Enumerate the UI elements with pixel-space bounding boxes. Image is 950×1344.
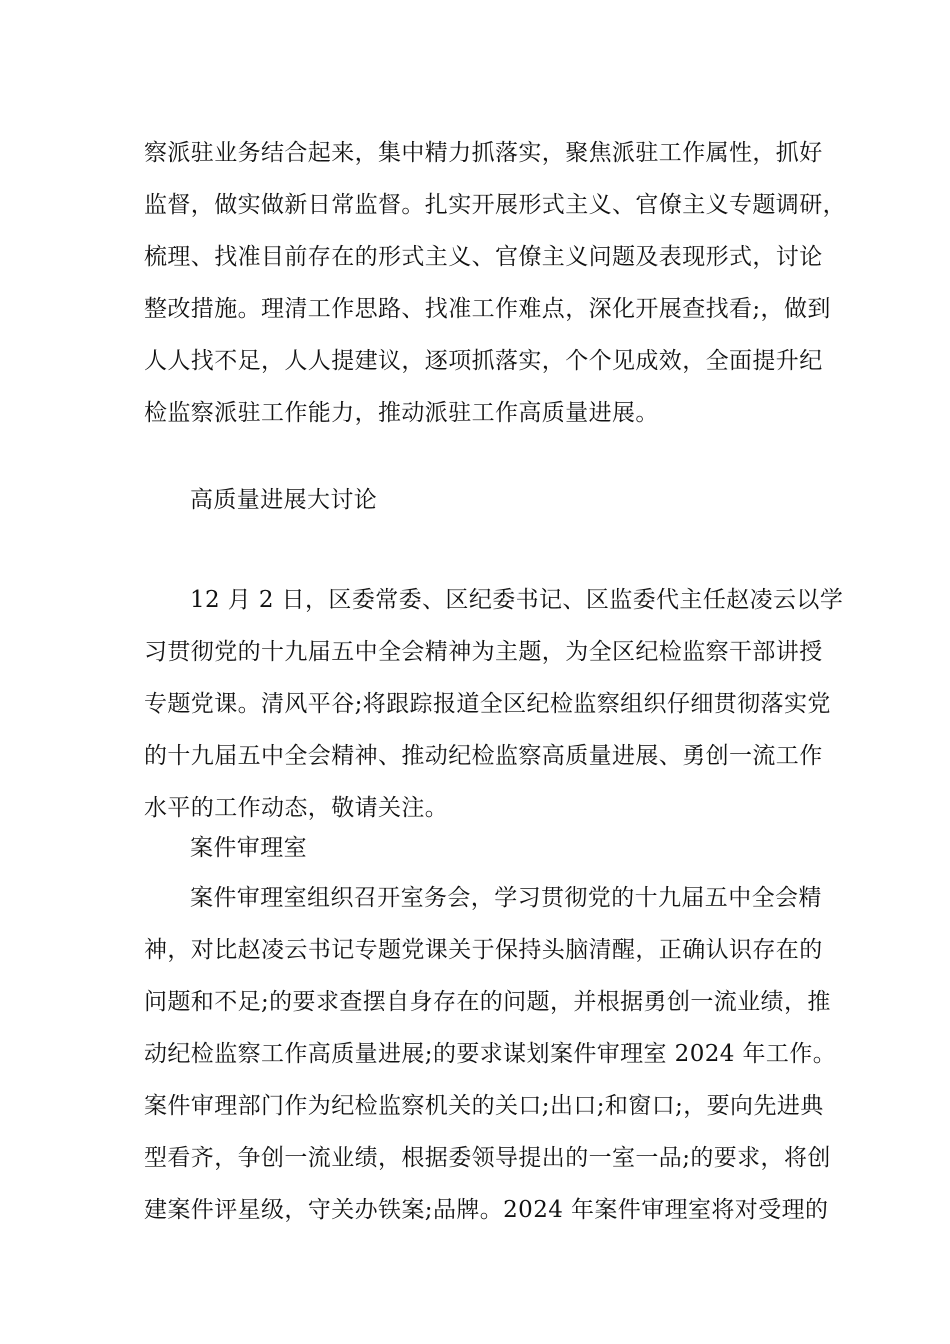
text-line: 12 月 2 日，区委常委、区纪委书记、区监委代主任赵凌云以学 (190, 587, 844, 613)
text-line: 型看齐，争创一流业绩，根据委领导提出的一室一品;的要求，将创 (144, 1145, 831, 1171)
text-line: 人人找不足，人人提建议，逐项抓落实，个个见成效，全面提升纪 (144, 348, 823, 374)
text-line: 梳理、找准目前存在的形式主义、官僚主义问题及表现形式，讨论 (144, 244, 823, 270)
text-line: 建案件评星级，守关办铁案;品牌。2024 年案件审理室将对受理的 (144, 1197, 829, 1223)
text-line: 习贯彻党的十九届五中全会精神为主题，为全区纪检监察干部讲授 (144, 639, 823, 665)
text-line: 动纪检监察工作高质量进展;的要求谋划案件审理室 2024 年工作。 (144, 1041, 837, 1067)
section-heading: 高质量进展大讨论 (190, 487, 378, 513)
text-line: 问题和不足;的要求查摆自身存在的问题，并根据勇创一流业绩，推 (144, 989, 831, 1015)
text-line: 案件审理室组织召开室务会，学习贯彻党的十九届五中全会精 (190, 885, 822, 911)
text-line: 案件审理部门作为纪检监察机关的关口;出口;和窗口;，要向先进典 (144, 1093, 824, 1119)
text-line: 检监察派驻工作能力，推动派驻工作高质量进展。 (144, 400, 659, 426)
text-line: 察派驻业务结合起来，集中精力抓落实，聚焦派驻工作属性，抓好 (144, 140, 823, 166)
text-line: 监督，做实做新日常监督。扎实开展形式主义、官僚主义专题调研， (144, 192, 846, 218)
text-line: 专题党课。清风平谷;将跟踪报道全区纪检监察组织仔细贯彻落实党 (144, 691, 831, 717)
text-line: 神，对比赵凌云书记专题党课关于保持头脑清醒，正确认识存在的 (144, 937, 823, 963)
section-heading: 案件审理室 (190, 835, 307, 861)
text-line: 水平的工作动态，敬请关注。 (144, 795, 449, 821)
text-line: 的十九届五中全会精神、推动纪检监察高质量进展、勇创一流工作 (144, 743, 823, 769)
text-line: 整改措施。理清工作思路、找准工作难点，深化开展查找看;，做到 (144, 296, 831, 322)
